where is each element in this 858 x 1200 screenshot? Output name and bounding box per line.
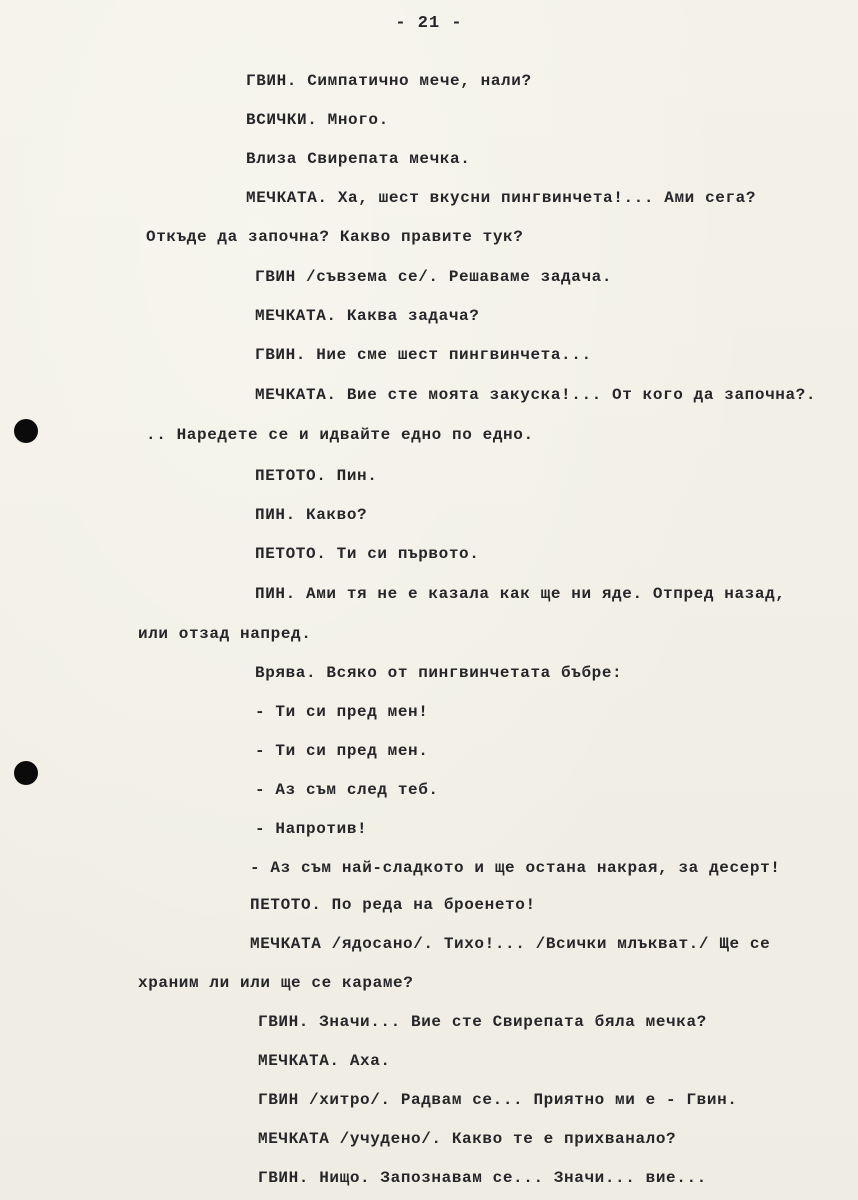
script-line: ПЕТОТО. Ти си първото.: [255, 545, 480, 563]
script-line: ПЕТОТО. По реда на броенето!: [250, 896, 536, 914]
script-line: МЕЧКАТА. Вие сте моята закуска!... От кого да започна?.: [255, 386, 817, 404]
script-line: ГВИН. Нищо. Запознавам се... Значи... вие...: [258, 1169, 707, 1187]
binder-hole-bottom: [14, 761, 38, 785]
script-line: - Ти си пред мен.: [255, 742, 429, 760]
script-line: ГВИН. Симпатично мече, нали?: [246, 72, 532, 90]
script-line: МЕЧКАТА /ядосано/. Тихо!... /Всички млъкват./ Ще се: [250, 935, 771, 953]
script-line: - Напротив!: [255, 820, 368, 838]
script-line: МЕЧКАТА. Каква задача?: [255, 307, 480, 325]
script-line: ПИН. Ами тя не е казала как ще ни яде. Отпред назад,: [255, 585, 786, 603]
script-line: ГВИН. Значи... Вие сте Свирепата бяла мечка?: [258, 1013, 707, 1031]
script-line: ГВИН /хитро/. Радвам се... Приятно ми е - Гвин.: [258, 1091, 738, 1109]
script-line-continuation: храним ли или ще се караме?: [138, 974, 414, 992]
script-line: - Аз съм след теб.: [255, 781, 439, 799]
script-line: МЕЧКАТА. Ха, шест вкусни пингвинчета!... Ами сега?: [246, 189, 757, 207]
binder-hole-top: [14, 419, 38, 443]
stage-direction: Влиза Свирепата мечка.: [246, 150, 471, 168]
script-line: ПИН. Какво?: [255, 506, 368, 524]
script-line-continuation: или отзад напред.: [138, 625, 312, 643]
script-line: - Ти си пред мен!: [255, 703, 429, 721]
script-line-continuation: Откъде да започна? Какво правите тук?: [146, 228, 524, 246]
script-line-continuation: .. Наредете се и идвайте едно по едно.: [146, 426, 534, 444]
stage-direction: Врява. Всяко от пингвинчетата бъбре:: [255, 664, 623, 682]
script-line: ПЕТОТО. Пин.: [255, 467, 378, 485]
script-line: МЕЧКАТА /учудено/. Какво те е прихванало?: [258, 1130, 677, 1148]
script-line: - Аз съм най-сладкото и ще остана накрая, за десерт!: [250, 859, 781, 877]
page-number: - 21 -: [395, 14, 463, 33]
script-line: ВСИЧКИ. Много.: [246, 111, 389, 129]
script-line: МЕЧКАТА. Аха.: [258, 1052, 391, 1070]
script-line: ГВИН /съвзема се/. Решаваме задача.: [255, 268, 613, 286]
script-line: ГВИН. Ние сме шест пингвинчета...: [255, 346, 592, 364]
